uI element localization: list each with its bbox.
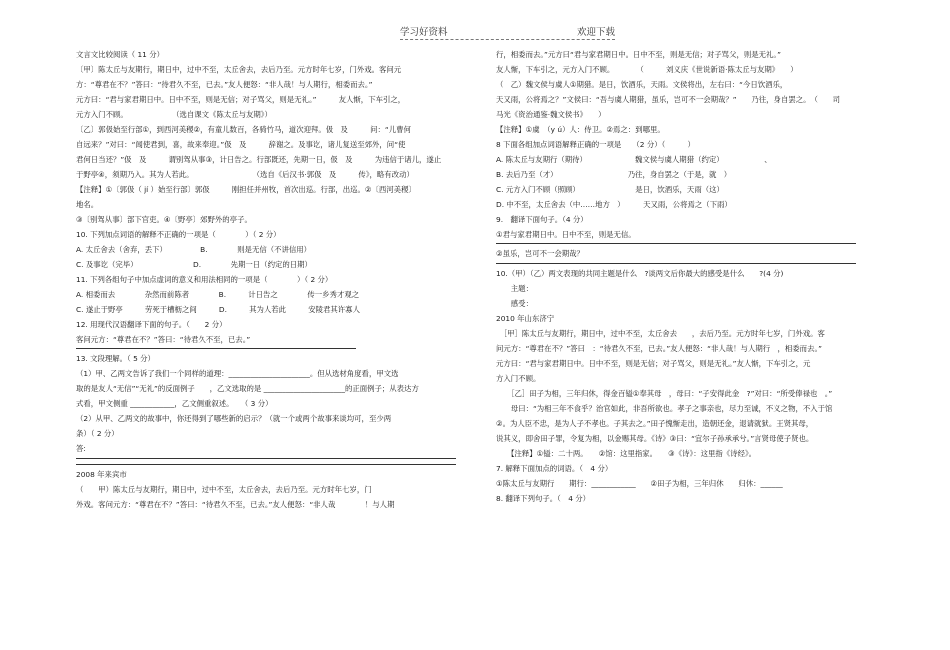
answer-line bbox=[496, 243, 856, 244]
question-8-translate: 8. 翻译下列句子。（ 4 分） bbox=[496, 493, 591, 503]
section-heading: 2008 年来宾市 bbox=[76, 469, 127, 479]
text-line: 地名。 bbox=[76, 199, 99, 209]
answer-line bbox=[76, 348, 356, 349]
text-line: 元方入门不顾。 （选自课文《陈太丘与友期》） bbox=[76, 109, 272, 119]
left-column bbox=[76, 50, 466, 510]
text-line: ①君与家君期日中。日中不至，则是无信。 bbox=[496, 229, 636, 239]
option-line: A. 太丘舍去（舍弃，丢下） B. 则是无信（不讲信用） bbox=[76, 244, 312, 254]
option-line: B. 去后乃至（才） 乃往，身自罢之（于是，就 ） bbox=[496, 169, 732, 179]
text-line: 外戏。客问元方：“尊君在不？”答曰：“待君久不至，已去。”友人便怒：“非人哉 ！与人期 bbox=[76, 499, 395, 509]
question-8: 8 下面各组加点词语解释正确的一项是 （2 分）（ ） bbox=[496, 139, 695, 149]
text-line: 行，相委而去。”元方曰“君与家君期日中。日中不至，则是无信；对子骂父，则是无礼。” bbox=[496, 50, 781, 59]
text-line: 君何日当还？”伋 及 谓别驾从事③，计日告之。行部既还，先期一日，伋 及 为违信于诸儿，遂止 bbox=[76, 154, 442, 164]
question-12: 12. 用现代汉语翻译下面的句子。（ 2 分） bbox=[76, 319, 227, 329]
text-line: 自远来？”对曰：“闻使君到，喜，故来奉迎。”伋 及 辞谢之。及事讫，诸儿复送至郊外，问“使 bbox=[76, 139, 406, 149]
text-line: ［乙］田子为相，三年归休，得金百镒①奉其母 ，母曰：“子安得此金 ?”对曰：“所受俸禄也 。” bbox=[496, 388, 833, 398]
option-line: A. 陈太丘与友期行（期待） 魏文侯与虞人期猎（约定） 、 bbox=[496, 154, 772, 164]
text-line: ［甲］陈太丘与友期行，期日中，过中不至，太丘舍去 ，去后乃至。元方时年七岁，门外戏。客 bbox=[496, 328, 825, 338]
text-line: 友人惭，下车引之，元方入门不顾。 （ 刘义庆《世说新语·陈太丘与友期》 ） bbox=[496, 64, 798, 74]
answer-line bbox=[76, 464, 456, 465]
text-line: 客问元方：“尊君在不？”答曰：“待君久不至，已去。” bbox=[76, 334, 251, 344]
question-9: 9. 翻译下面句子。（4 分） bbox=[496, 214, 588, 224]
text-line: 【注释】①〔郭伋（ jí ）始至行部〕郭伋 刚担任并州牧，首次出巡。行部，出巡。②〔西河美稷〕 bbox=[76, 184, 416, 194]
option-line: C. 遂止于野亭 劳死于槽枥之间 D. 其为人若此 安陵君其许寡人 bbox=[76, 304, 360, 314]
text-line: 方入门不顾。 bbox=[496, 373, 541, 383]
right-column bbox=[496, 50, 916, 504]
answer-label: 答: bbox=[76, 444, 86, 454]
page-header bbox=[400, 24, 615, 40]
text-line: 元方曰：“君与家君期日中。日中不至，则是无信；对子骂父，则是无礼。” 友人惭，下车引之， bbox=[76, 94, 406, 104]
text-line: （1）甲、乙两文告诉了我们一个同样的道理：______________________。但从选材角度看，甲文选 bbox=[76, 369, 399, 379]
text-line: ②虽乐，岂可不一会期哉？ bbox=[496, 249, 584, 259]
text-line: ②。为人臣不忠，是为人子不孝也。子其去之。”田子愧惭走出，造朝还金，退请就狱。王贤其母， bbox=[496, 418, 814, 428]
section-heading: 2010 年山东济宁 bbox=[496, 313, 555, 323]
text-line: 条）（ 2 分） bbox=[76, 429, 119, 439]
text-line: ①陈太丘与友期行 期行：____________ ②田子为相，三年归休 归休：______ bbox=[496, 478, 783, 488]
question-7: 7. 解释下面加点的词语。（ 4 分） bbox=[496, 463, 613, 473]
text-line: ③〔别驾从事〕部下官吏。④〔野亭〕郊野外的亭子。 bbox=[76, 214, 252, 224]
text-line: 方：“尊君在不？”答曰：“待君久不至，已去。”友人便怒：“非人哉！与人期行，相委而去。” bbox=[76, 79, 373, 89]
text-line: 于野亭④，须期乃入。其为人若此。 （选自《后汉书·郭伋 及 传》，略有改动） bbox=[76, 169, 414, 179]
option-line: A. 相委而去 杂然而前陈者 B. 计日告之 传一乡秀才观之 bbox=[76, 289, 360, 299]
question-11: 11. 下列各组句子中加点虚词的意义和用法相同的一项是（ ）（ 2 分） bbox=[76, 274, 333, 284]
text-line: 说其义，即舍田子罪，令复为相，以金赐其母。《诗》③曰：“宜尔子孙承承兮。”言贤母使子贤也。 bbox=[496, 433, 814, 443]
feeling-label: 感受： bbox=[496, 298, 533, 308]
text-line: 母曰：“为相三年不食乎？治官如此，非吾所欲也。孝子之事亲也，尽力至诚，不义之物，不入于馆 bbox=[496, 403, 833, 413]
text-line: 马光《资治通鉴·魏文侯书》 ） bbox=[496, 109, 606, 119]
text-line: 〔甲〕陈太丘与友期行，期日中，过中不至，太丘舍去，去后乃至。元方时年七岁，门外戏。客问元 bbox=[76, 64, 402, 74]
theme-label: 主题： bbox=[496, 283, 533, 293]
text-line: 文言文比较阅读（ 11 分） bbox=[76, 50, 165, 59]
question-13: 13. 文段理解。（ 5 分） bbox=[76, 354, 155, 364]
text-line: 取的是友人“无信”“无礼”的反面例子 ，乙文选取的是 ______________________的正面例子；从表达方 bbox=[76, 384, 419, 394]
text-line: （2）从甲、乙两文的故事中，你还得到了哪些新的启示？（就一个或两个故事来谈均可，至少两 bbox=[76, 414, 392, 424]
text-line: （ 甲）陈太丘与友期行，期日中，过中不至，太丘舍去，去后乃至。元方时年七岁，门 bbox=[76, 484, 372, 494]
text-line: 问元方：“尊君在不？”答曰 ：“待君久不至，已去。”友人便怒：“非人哉！与人期行 ，相委而去。” bbox=[496, 343, 822, 353]
text-line: 【注释】①镒：二十两。 ②馆：这里指家。 ③《诗》：这里指《诗经》。 bbox=[496, 448, 757, 458]
text-line: 式看，甲文侧重 ____________，乙文侧重叙述。 （ 3 分） bbox=[76, 399, 273, 409]
answer-line bbox=[496, 263, 856, 264]
option-line: C. 及事讫（完毕） D. 先期一日（约定的日期） bbox=[76, 259, 312, 269]
text-line: （ 乙）魏文侯与虞人①期猎。是日，饮酒乐，天雨。文侯将出，左右曰：“今日饮酒乐， bbox=[496, 79, 788, 89]
question-10: 10. 下列加点词语的解释不正确的一项是（ ）（ 2 分） bbox=[76, 229, 281, 239]
answer-line bbox=[76, 458, 456, 459]
option-line: D. 中不至，太丘舍去（中……地方 ） 天又雨，公将焉之（下雨） bbox=[496, 199, 732, 209]
question-10-right: 10.（甲）（乙）两文表现的共同主题是什么 ?谈两文后你最大的感受是什么 ?(4 分) bbox=[496, 269, 784, 278]
header-left: 学习好资料 bbox=[400, 27, 448, 38]
text-line: 天又雨，公将焉之？”文侯曰：“吾与虞人期猎，虽乐，岂可不一会期哉？” 乃往，身自罢之。 （ 司 bbox=[496, 94, 841, 104]
text-line: 元方曰：“君与家君期日中。日中不至，则是无信；对子骂父，则是无礼。”友人惭，下车引之，元 bbox=[496, 358, 811, 368]
option-line: C. 元方入门不顾（照顾） 是日，饮酒乐，天雨（这） bbox=[496, 184, 724, 194]
text-line: 〔乙〕郭伋始至行部①，到西河美稷②，有童儿数百，各骑竹马，道次迎拜。伋 及 问：“儿曹何 bbox=[76, 124, 411, 134]
text-line: 【注释】①虞 （y ú）人：侍卫。②焉之：到哪里。 bbox=[496, 124, 665, 134]
header-right: 欢迎下载 bbox=[576, 27, 615, 38]
